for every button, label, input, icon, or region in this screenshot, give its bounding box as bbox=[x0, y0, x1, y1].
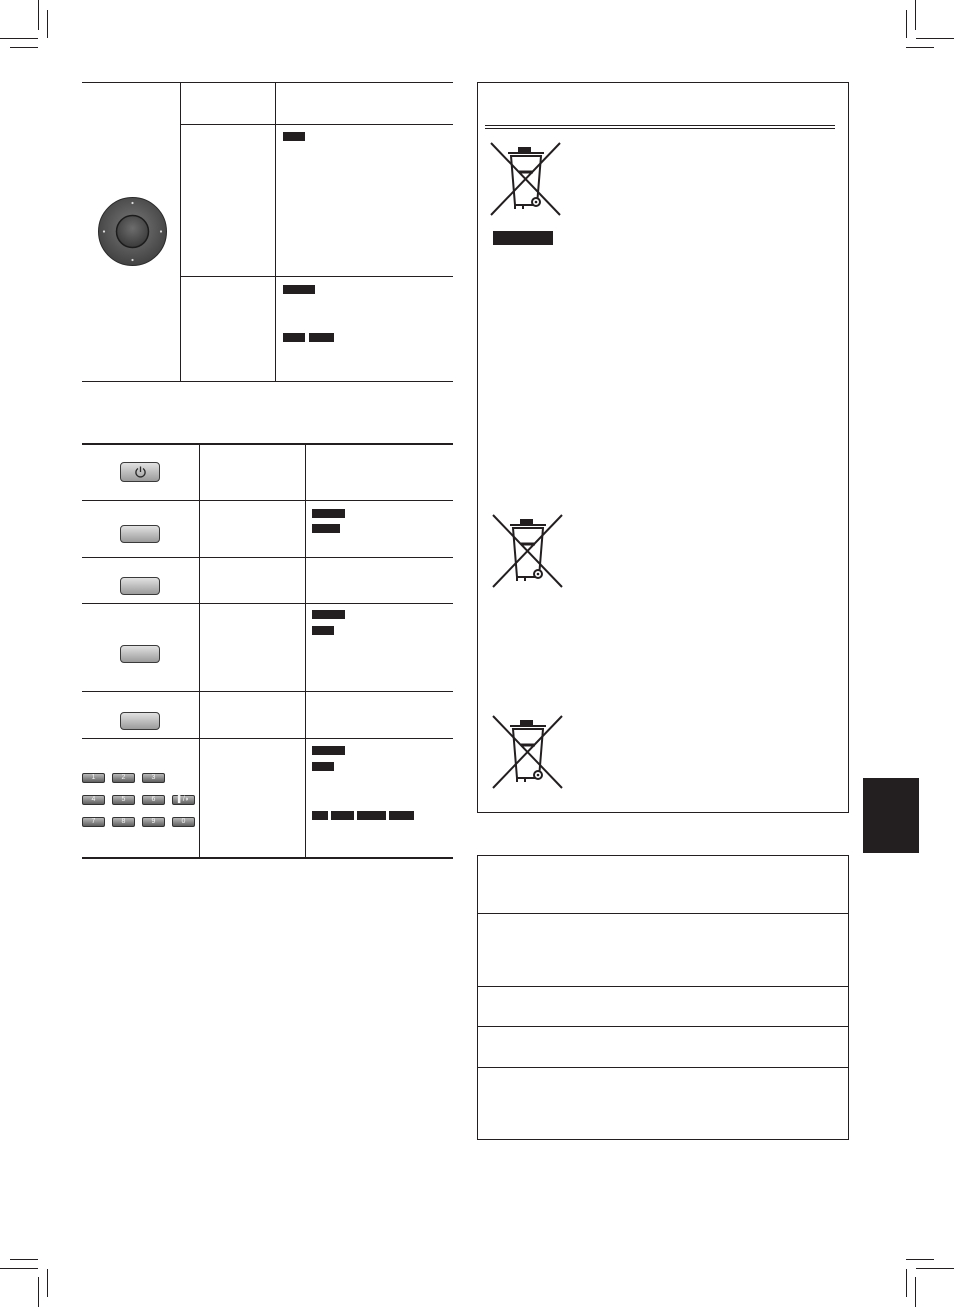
crop-mark bbox=[10, 47, 38, 48]
section-badge bbox=[493, 231, 553, 245]
numeric-key[interactable]: 7 bbox=[82, 817, 105, 827]
label-badge bbox=[283, 285, 315, 294]
table-rule bbox=[275, 82, 276, 381]
table-rule bbox=[82, 82, 453, 83]
label-badge bbox=[389, 811, 414, 820]
crop-mark bbox=[47, 1269, 48, 1297]
table-rule bbox=[180, 82, 181, 381]
crop-mark bbox=[10, 1259, 38, 1260]
crop-mark bbox=[906, 1269, 907, 1297]
double-rule bbox=[485, 128, 835, 129]
remote-button[interactable] bbox=[120, 712, 160, 730]
table-rule bbox=[82, 603, 453, 604]
label-badge bbox=[312, 610, 345, 619]
remote-button[interactable] bbox=[120, 645, 160, 663]
table-rule bbox=[181, 276, 453, 277]
numeric-key[interactable]: 0 bbox=[172, 817, 195, 827]
power-icon bbox=[134, 465, 147, 479]
table-rule bbox=[478, 1067, 848, 1068]
crop-mark bbox=[916, 38, 954, 39]
crop-mark bbox=[38, 0, 39, 30]
crossed-out-bin-icon bbox=[490, 511, 566, 589]
numeric-key[interactable]: 1 bbox=[82, 773, 105, 783]
numeric-key[interactable]: 6 bbox=[142, 795, 165, 805]
label-badge bbox=[312, 746, 345, 755]
crop-mark bbox=[0, 38, 38, 39]
numeric-key[interactable]: 3 bbox=[142, 773, 165, 783]
label-badge bbox=[312, 626, 334, 635]
numeric-key[interactable]: 5 bbox=[112, 795, 135, 805]
crop-mark bbox=[906, 10, 907, 38]
dpad-icon bbox=[97, 196, 168, 267]
table-rule bbox=[82, 381, 453, 382]
spec-table bbox=[477, 855, 849, 1140]
table-rule bbox=[82, 857, 453, 859]
crop-mark bbox=[0, 1268, 38, 1269]
table-rule bbox=[82, 691, 453, 692]
remote-button[interactable] bbox=[120, 525, 160, 543]
table-rule bbox=[82, 500, 453, 501]
label-badge bbox=[312, 762, 334, 771]
table-rule bbox=[82, 443, 453, 445]
crop-mark bbox=[915, 0, 916, 30]
remote-button[interactable] bbox=[120, 577, 160, 595]
table-rule bbox=[181, 124, 453, 125]
label-badge bbox=[312, 524, 340, 533]
label-badge bbox=[357, 811, 386, 820]
label-badge bbox=[331, 811, 354, 820]
crop-mark bbox=[906, 1259, 934, 1260]
numeric-key[interactable]: 4 bbox=[82, 795, 105, 805]
label-badge bbox=[312, 509, 345, 518]
table-rule bbox=[478, 913, 848, 914]
label-badge bbox=[283, 132, 305, 141]
section-side-tab bbox=[863, 778, 919, 853]
table-rule bbox=[82, 738, 453, 739]
crop-mark bbox=[906, 47, 934, 48]
label-badge bbox=[312, 811, 328, 820]
table-rule bbox=[199, 443, 200, 858]
crop-mark bbox=[915, 1277, 916, 1307]
disposal-info-box bbox=[477, 82, 849, 813]
numeric-key[interactable]: 2 bbox=[112, 773, 135, 783]
label-badge bbox=[309, 333, 334, 342]
crop-mark bbox=[916, 1268, 954, 1269]
table-rule bbox=[305, 443, 306, 858]
table-rule bbox=[478, 1026, 848, 1027]
crop-mark bbox=[47, 10, 48, 38]
crop-mark bbox=[38, 1277, 39, 1307]
table-rule bbox=[82, 557, 453, 558]
table-rule bbox=[478, 986, 848, 987]
crossed-out-bin-icon bbox=[490, 712, 566, 790]
numeric-key[interactable]: 9 bbox=[142, 817, 165, 827]
power-button[interactable] bbox=[120, 462, 160, 482]
numeric-key[interactable]: 8 bbox=[112, 817, 135, 827]
double-rule bbox=[485, 125, 835, 126]
numeric-key[interactable]: ▌/◗ bbox=[172, 795, 195, 805]
crossed-out-bin-icon bbox=[488, 139, 564, 217]
label-badge bbox=[283, 333, 305, 342]
